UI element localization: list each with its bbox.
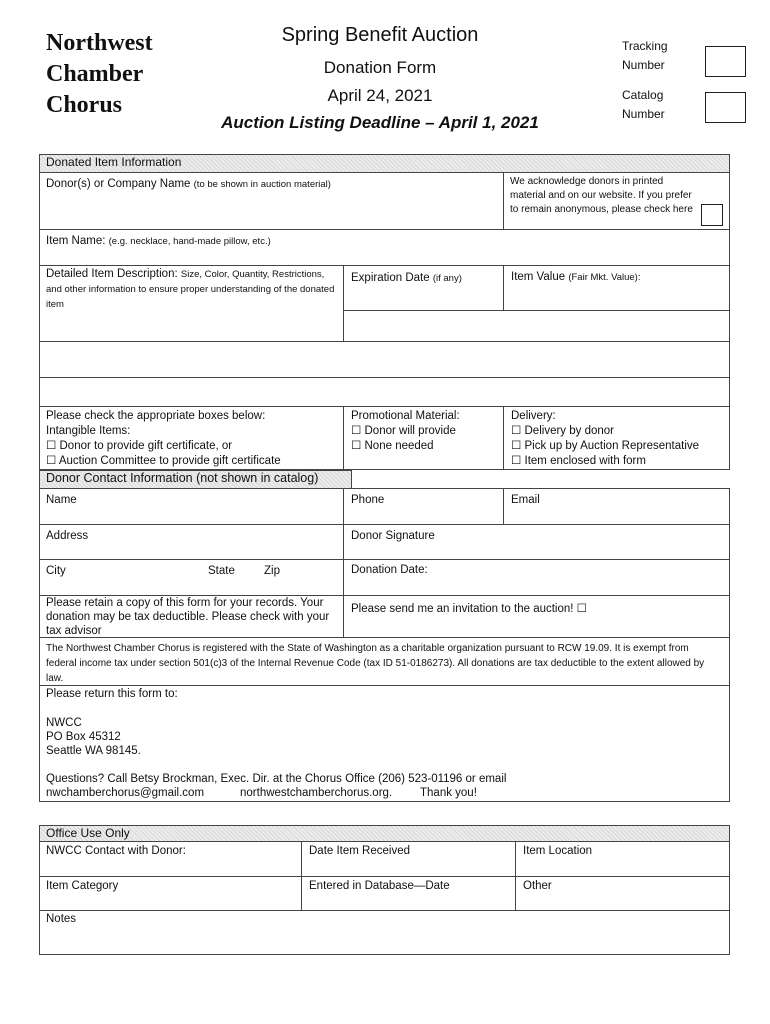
contact-name-field[interactable]: Name bbox=[39, 488, 344, 525]
contact-email-link[interactable]: nwchamberchorus@gmail.com bbox=[46, 787, 205, 799]
description-line-2[interactable] bbox=[39, 341, 730, 378]
promotional-material-cell: Promotional Material: ☐ Donor will provide ☐ None needed bbox=[343, 406, 504, 470]
other-field[interactable]: Other bbox=[515, 876, 730, 911]
description-line-3[interactable] bbox=[39, 377, 730, 407]
catalog-number-box[interactable] bbox=[705, 92, 746, 123]
legal-notice: The Northwest Chamber Chorus is registered with the State of Washington as a charitable organization pursuant to RCW 19.09. It is exempt from federal income tax under section 501(c)3 of the Internal Revenue Code (tax ID 51-0186273). All donations are tax deductible to the extent allowed by law. bbox=[39, 637, 730, 686]
notes-field[interactable]: Notes bbox=[39, 910, 730, 955]
contact-address-field[interactable]: Address bbox=[39, 524, 344, 560]
office-use-header: Office Use Only bbox=[39, 825, 730, 842]
item-name-field[interactable]: Item Name: (e.g. necklace, hand-made pillow, etc.) bbox=[39, 229, 730, 266]
description-continued-field[interactable] bbox=[343, 310, 730, 342]
item-value-field[interactable]: Item Value (Fair Mkt. Value): bbox=[503, 265, 730, 311]
listing-deadline: Auction Listing Deadline – April 1, 2021 bbox=[221, 113, 539, 132]
intangible-items-cell: Please check the appropriate boxes below: Intangible Items: ☐ Donor to provide gift certificate, or ☐ Auction Committee to provide gift certificate bbox=[39, 406, 344, 470]
description-field[interactable]: Detailed Item Description: Size, Color, Quantity, Restrictions, and other information to ensure proper understanding of the donated item bbox=[39, 265, 344, 342]
retain-copy-note: Please retain a copy of this form for your records. Your donation may be tax deductible. Please check with your tax advisor bbox=[39, 595, 344, 638]
nwcc-contact-field[interactable]: NWCC Contact with Donor: bbox=[39, 841, 302, 877]
promo-none-option[interactable]: ☐ None needed bbox=[351, 440, 434, 452]
donation-date-field[interactable]: Donation Date: bbox=[343, 559, 730, 596]
tracking-number-box[interactable] bbox=[705, 46, 746, 77]
delivery-pickup-option[interactable]: ☐ Pick up by Auction Representative bbox=[511, 440, 700, 452]
entered-database-field[interactable]: Entered in Database—Date bbox=[301, 876, 516, 911]
contact-section-header: Donor Contact Information (not shown in catalog) bbox=[39, 470, 352, 489]
anonymous-cell bbox=[503, 172, 730, 230]
promo-donor-option[interactable]: ☐ Donor will provide bbox=[351, 425, 456, 437]
item-location-field[interactable]: Item Location bbox=[515, 841, 730, 877]
return-address-block: Please return this form to: NWCC PO Box 45312 Seattle WA 98145. Questions? Call Betsy Brockman, Exec. Dir. at the Chorus Office (206) 523-01196 or email nwchamberchorus@gmail.com northwestchamberchorus.org. Thank you! bbox=[39, 685, 730, 802]
anonymous-checkbox[interactable] bbox=[701, 204, 723, 226]
catalog-number-label: Catalog Number bbox=[622, 88, 665, 121]
delivery-donor-option[interactable]: ☐ Delivery by donor bbox=[511, 425, 614, 437]
website-link[interactable]: northwestchamberchorus.org. bbox=[240, 787, 393, 799]
form-subtitle: Donation Form bbox=[323, 58, 437, 77]
donor-name-field[interactable]: Donor(s) or Company Name (to be shown in auction material) bbox=[39, 172, 504, 230]
expiration-date-field[interactable]: Expiration Date (if any) bbox=[343, 265, 504, 311]
donor-signature-field[interactable]: Donor Signature bbox=[343, 524, 730, 560]
date-received-field[interactable]: Date Item Received bbox=[301, 841, 516, 877]
delivery-enclosed-option[interactable]: ☐ Item enclosed with form bbox=[511, 455, 646, 467]
organization-name: Northwest Chamber Chorus bbox=[46, 30, 153, 118]
donated-item-section-header: Donated Item Information bbox=[39, 154, 730, 173]
tracking-number-label: Tracking Number bbox=[622, 39, 668, 72]
form-title: Spring Benefit Auction bbox=[281, 24, 479, 46]
delivery-cell: Delivery: ☐ Delivery by donor ☐ Pick up by Auction Representative ☐ Item enclosed with form bbox=[503, 406, 730, 470]
gift-cert-committee-option[interactable]: ☐ Auction Committee to provide gift certificate bbox=[46, 455, 281, 467]
item-category-field[interactable]: Item Category bbox=[39, 876, 302, 911]
city-state-zip-field[interactable]: City State Zip bbox=[39, 559, 344, 596]
invitation-request[interactable]: Please send me an invitation to the auction! ☐ bbox=[343, 595, 730, 638]
event-date: April 24, 2021 bbox=[327, 86, 433, 105]
acknowledge-text: We acknowledge donors in printed material and on our website. If you prefer to remain anonymous, please check here bbox=[510, 176, 693, 215]
contact-email-field[interactable]: Email bbox=[503, 488, 730, 525]
gift-cert-donor-option[interactable]: ☐ Donor to provide gift certificate, or bbox=[46, 440, 233, 452]
contact-phone-field[interactable]: Phone bbox=[343, 488, 504, 525]
